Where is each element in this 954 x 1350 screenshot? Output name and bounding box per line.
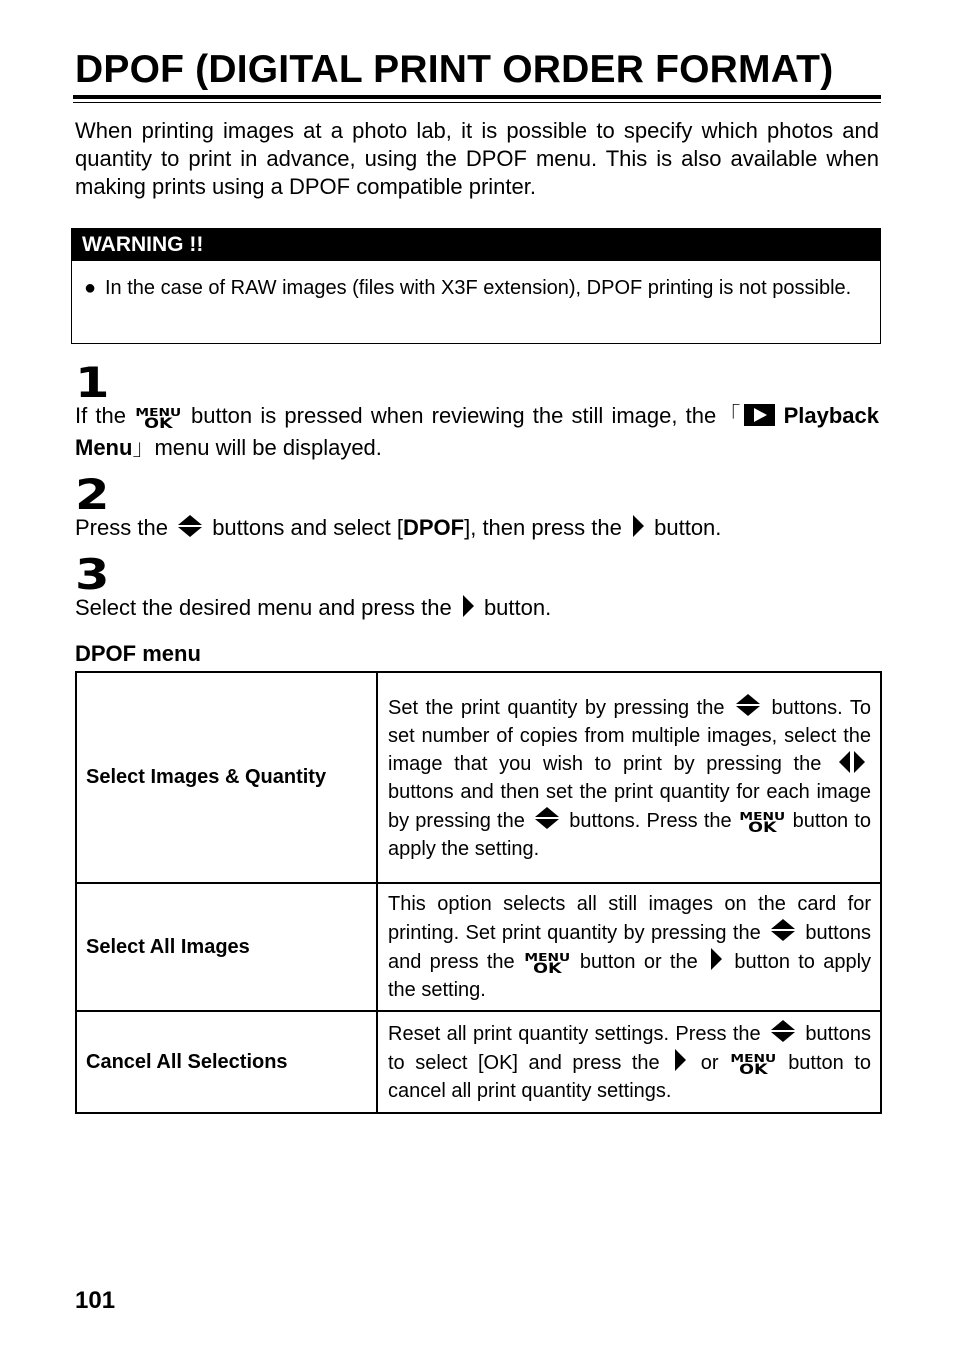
step-3-text: [75, 592, 551, 624]
table-row: [76, 1011, 881, 1113]
up-down-icon: [736, 693, 760, 717]
step-2-text: [75, 512, 721, 544]
right-arrow-icon: [631, 514, 645, 538]
step-1-text-b: button is pressed when reviewing the still image, the「: [190, 403, 743, 428]
table-row: [76, 883, 881, 1011]
up-down-icon: [178, 514, 202, 538]
step-1-text-a: If the: [75, 403, 126, 428]
playback-menu-label: Playback Menu: [75, 403, 879, 460]
menu-ok-icon: MENU OK: [135, 406, 182, 432]
title-rule-thin: [73, 102, 881, 103]
up-down-icon: [771, 1019, 795, 1043]
step-3-text-b: button.: [483, 595, 552, 620]
step-2-text-a: Press the: [75, 515, 168, 540]
step-1-text-c: 」menu will be displayed.: [132, 435, 382, 460]
warning-text: In the case of RAW images (files with X3F extension), DPOF printing is not possible.: [105, 277, 852, 299]
option-name: Cancel All Selections: [76, 1011, 377, 1113]
step-2-text-c: ], then press the: [464, 515, 622, 540]
section-title: DPOF menu: [75, 641, 201, 666]
up-down-icon: [771, 918, 795, 942]
step-3-text-a: Select the desired menu and press the: [75, 595, 452, 620]
dpof-menu-table: [75, 671, 882, 1114]
step-2-text-b: buttons and select [: [212, 515, 403, 540]
warning-heading: WARNING !!: [72, 229, 880, 261]
option-description: Reset all print quantity settings. Press the buttons to select [OK] and press the or MENU OK button to cancel all print quantity settings.: [377, 1011, 881, 1113]
step-2-text-d: button.: [654, 515, 722, 540]
page-title: DPOF (DIGITAL PRINT ORDER FORMAT): [75, 48, 834, 91]
table-row: [76, 672, 881, 883]
step-number-3: 3: [75, 550, 110, 599]
option-name: Select All Images: [76, 883, 377, 1011]
menu-ok-icon: MENU OK: [524, 951, 571, 977]
intro-paragraph: When printing images at a photo lab, it is possible to specify which photos and quantity to print in advance, using the DPOF menu. This is also available when making prints using a DPOF compatible printer.: [75, 118, 879, 199]
right-arrow-icon: [673, 1048, 687, 1072]
dpof-label: DPOF: [402, 515, 465, 540]
playback-icon: [744, 404, 775, 426]
warning-box: [71, 228, 881, 344]
option-name: Select Images & Quantity: [76, 672, 377, 883]
step-1-text: [75, 400, 879, 464]
bullet-icon: ●: [84, 277, 97, 299]
page-number: 101: [75, 1287, 116, 1314]
right-arrow-icon: [709, 947, 723, 971]
up-down-icon: [535, 806, 559, 830]
option-description: Set the print quantity by pressing the buttons. To set number of copies from multiple images, select the image that you wish to print by pressing the buttons and then set the print quantity for each image by pressing the buttons. Press the MENU OK button to apply the setting.: [377, 672, 881, 883]
left-right-icon: [837, 751, 867, 773]
warning-item: [84, 275, 864, 302]
right-arrow-icon: [461, 594, 475, 618]
title-rule: [73, 95, 881, 99]
menu-ok-icon: MENU OK: [730, 1052, 777, 1078]
step-number-2: 2: [75, 470, 110, 519]
step-number-1: 1: [75, 358, 110, 407]
option-description: This option selects all still images on the card for printing. Set print quantity by pressing the buttons and press the MENU OK button or the button to apply the setting.: [377, 883, 881, 1011]
menu-ok-icon: MENU OK: [739, 809, 785, 836]
